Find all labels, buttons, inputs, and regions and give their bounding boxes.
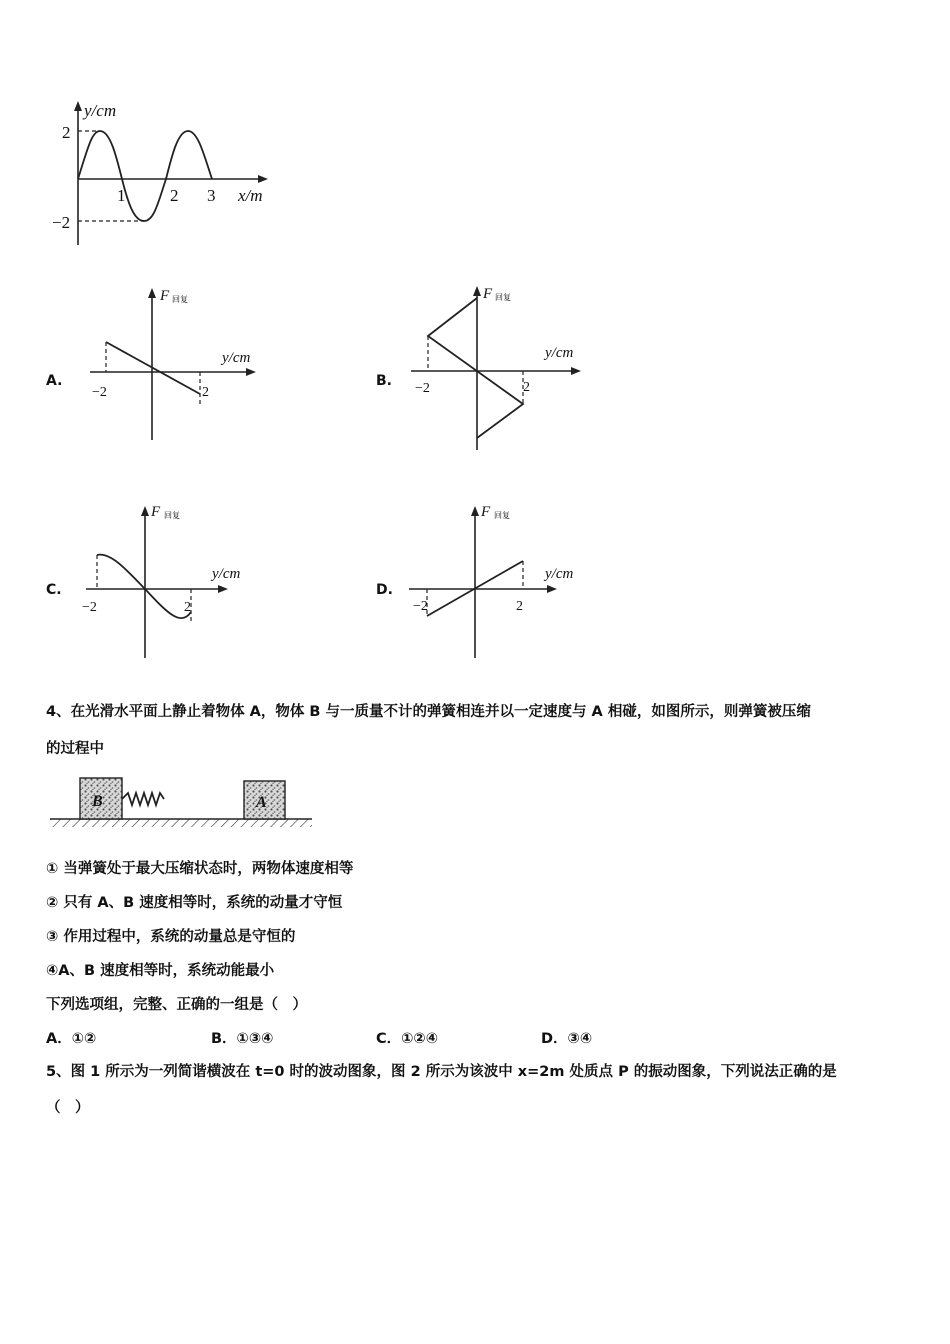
spring — [122, 793, 164, 805]
svg-text:F: F — [160, 288, 170, 304]
svg-text:y/cm: y/cm — [545, 345, 574, 361]
q4-choice-d[interactable]: D．③④ — [541, 1031, 593, 1047]
svg-text:2: 2 — [202, 385, 209, 400]
wave-x-arrow — [258, 175, 268, 183]
svg-text:回复: 回复 — [164, 511, 180, 520]
q4-text-line2: 的过程中 — [46, 741, 104, 757]
svg-text:B: B — [92, 793, 103, 810]
svg-text:y/cm: y/cm — [545, 566, 574, 582]
wave-x-label: x/m — [238, 186, 263, 205]
force-graph-c — [80, 500, 280, 665]
option-a-label: A. — [46, 373, 63, 389]
q4-collision-figure — [48, 772, 316, 832]
option-b-label: B. — [376, 373, 392, 389]
wave-curve — [78, 131, 212, 221]
q4-statement-3: ③ 作用过程中，系统的动量总是守恒的 — [46, 929, 296, 945]
q5-text-line1: 5、图 1 所示为一列简谐横波在 t=0 时的波动图象，图 2 所示为该波中 x=2m 处质点 P 的振动图象，下列说法正确的是 — [46, 1064, 837, 1080]
q4-statement-1: ① 当弹簧处于最大压缩状态时，两物体速度相等 — [46, 861, 354, 877]
wave-y-label: y/cm — [84, 101, 117, 120]
svg-text:−2: −2 — [82, 600, 97, 615]
wave-x-tick-2: 2 — [170, 186, 179, 205]
svg-text:回复: 回复 — [495, 293, 511, 302]
force-graph-b — [405, 280, 605, 455]
option-c-label: C. — [46, 582, 62, 598]
force-graph-d — [405, 500, 605, 665]
q4-choice-b[interactable]: B．①③④ — [211, 1031, 274, 1047]
svg-text:回复: 回复 — [494, 511, 510, 520]
q4-choice-a[interactable]: A．①② — [46, 1031, 97, 1047]
wave-graph — [40, 95, 300, 255]
force-curve-c — [97, 555, 191, 618]
ground — [50, 819, 312, 827]
svg-text:A: A — [256, 794, 267, 811]
svg-text:2: 2 — [516, 599, 523, 614]
wave-y-max: 2 — [62, 123, 71, 142]
force-line-a — [106, 342, 200, 394]
wave-x-tick-1: 1 — [117, 186, 126, 205]
svg-text:y/cm: y/cm — [212, 566, 241, 582]
q4-statement-2: ② 只有 A、B 速度相等时，系统的动量才守恒 — [46, 895, 343, 911]
wave-y-arrow — [74, 101, 82, 111]
svg-text:2: 2 — [184, 600, 191, 615]
svg-text:回复: 回复 — [172, 295, 188, 304]
svg-text:F: F — [483, 286, 493, 302]
svg-text:F: F — [481, 504, 491, 520]
svg-text:−2: −2 — [413, 599, 428, 614]
force-graph-a — [80, 282, 280, 447]
svg-text:2: 2 — [523, 380, 530, 395]
svg-text:−2: −2 — [92, 385, 107, 400]
q4-prompt: 下列选项组，完整、正确的一组是（ ） — [46, 997, 307, 1013]
svg-text:y/cm: y/cm — [222, 350, 251, 366]
q4-statement-4: ④A、B 速度相等时，系统动能最小 — [46, 963, 275, 979]
q4-choice-c[interactable]: C．①②④ — [376, 1031, 438, 1047]
svg-text:F: F — [151, 504, 161, 520]
svg-text:−2: −2 — [415, 381, 430, 396]
option-d-label: D. — [376, 582, 393, 598]
wave-y-min: −2 — [52, 213, 71, 232]
wave-x-tick-3: 3 — [207, 186, 216, 205]
q4-text-line1: 4、在光滑水平面上静止着物体 A，物体 B 与一质量不计的弹簧相连并以一定速度与 A 相碰，如图所示，则弹簧被压缩 — [46, 704, 811, 720]
force-line-b — [428, 298, 523, 438]
q5-text-line2: （ ） — [46, 1100, 90, 1116]
